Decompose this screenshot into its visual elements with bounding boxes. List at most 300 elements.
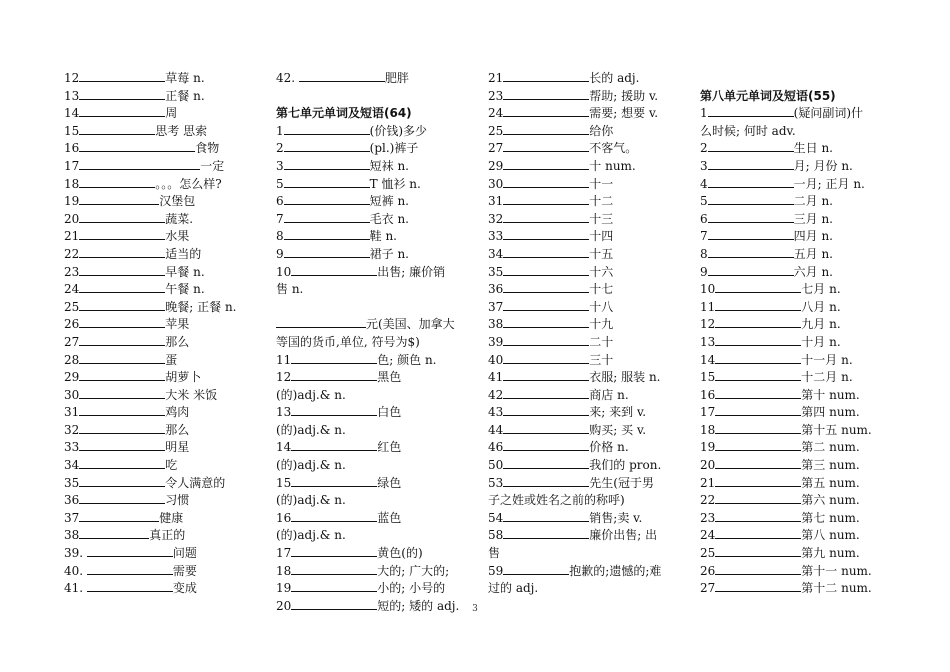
item-number: 41 — [488, 370, 504, 385]
item-number: 16 — [700, 387, 716, 402]
answer-blank[interactable] — [503, 228, 589, 240]
vocab-line — [276, 193, 470, 211]
vocab-line — [64, 264, 260, 282]
answer-blank[interactable] — [503, 176, 589, 188]
item-number: 售 — [488, 546, 501, 561]
item-number: 7 — [276, 211, 284, 226]
item-number: 33 — [488, 229, 504, 244]
answer-blank[interactable] — [503, 527, 589, 539]
item-meaning: 吃 — [165, 458, 178, 473]
item-number: 40. — [64, 563, 87, 578]
answer-blank[interactable] — [503, 475, 589, 487]
item-meaning: 明星 — [165, 440, 190, 455]
item-meaning: 早餐 n. — [165, 264, 205, 279]
item-number: 5 — [700, 194, 708, 209]
answer-blank[interactable] — [79, 352, 165, 364]
item-number: 46 — [488, 440, 504, 455]
answer-blank[interactable] — [291, 264, 377, 276]
answer-blank[interactable] — [708, 140, 794, 152]
answer-blank[interactable] — [708, 211, 794, 223]
item-number: 23 — [488, 88, 504, 103]
vocab-line — [488, 422, 674, 440]
vocab-line — [700, 387, 886, 405]
vocab-line — [64, 211, 260, 229]
item-meaning: 生日 n. — [793, 141, 833, 156]
vocab-line — [64, 439, 260, 457]
item-number: 36 — [488, 282, 504, 297]
vocab-line — [64, 352, 260, 370]
vocab-line — [488, 545, 674, 563]
item-number: 21 — [64, 229, 80, 244]
answer-blank[interactable] — [708, 176, 794, 188]
answer-blank[interactable] — [715, 457, 801, 469]
item-meaning: 第十五 num. — [801, 422, 872, 437]
answer-blank[interactable] — [503, 123, 589, 135]
item-meaning: 裙子 n. — [369, 246, 409, 261]
answer-blank[interactable] — [79, 246, 165, 258]
answer-blank[interactable] — [291, 563, 377, 575]
vocab-line — [488, 316, 674, 334]
answer-blank[interactable] — [291, 545, 377, 557]
answer-blank[interactable] — [715, 510, 801, 522]
vocab-line — [488, 228, 674, 246]
item-meaning: 元(美国、加拿大 — [366, 317, 455, 332]
answer-blank[interactable] — [503, 457, 589, 469]
vocab-line — [700, 475, 886, 493]
item-meaning: 三十 — [589, 352, 614, 367]
item-number: 2 — [700, 141, 708, 156]
answer-blank[interactable] — [284, 211, 370, 223]
item-meaning: 。。。怎么样? — [155, 176, 222, 191]
answer-blank[interactable] — [284, 123, 370, 135]
answer-blank[interactable] — [79, 88, 165, 100]
item-meaning: 大的; 广大的; — [377, 563, 450, 578]
answer-blank[interactable] — [79, 176, 155, 188]
item-number: 19 — [64, 194, 80, 209]
item-meaning: 红色 — [377, 440, 402, 455]
answer-blank[interactable] — [79, 264, 165, 276]
item-number: 12 — [64, 71, 80, 85]
answer-blank[interactable] — [715, 387, 801, 399]
answer-blank[interactable] — [715, 545, 801, 557]
item-meaning: 四月 n. — [793, 229, 833, 244]
vocab-line — [488, 475, 674, 493]
vocab-line — [488, 281, 674, 299]
item-meaning: 十二 — [589, 194, 614, 209]
item-meaning: 十三 — [589, 211, 614, 226]
vocab-line — [276, 70, 470, 88]
vocab-line — [276, 334, 470, 352]
item-number: 38 — [488, 317, 504, 332]
item-meaning: 给你 — [589, 123, 614, 138]
item-number: 26 — [64, 317, 80, 332]
item-meaning: 十九 — [589, 317, 614, 332]
answer-blank[interactable] — [79, 70, 165, 82]
item-number: 6 — [700, 211, 708, 226]
item-meaning: 短的; 矮的 adj. — [377, 598, 460, 613]
item-number: 10 — [276, 264, 292, 279]
item-number: 16 — [64, 141, 80, 156]
item-meaning: 十六 — [589, 264, 614, 279]
vocab-line — [64, 193, 260, 211]
item-meaning: 黄色(的) — [377, 546, 423, 561]
item-meaning: 健康 — [159, 510, 184, 525]
vocab-line — [276, 369, 470, 387]
item-number: 31 — [64, 405, 80, 420]
answer-blank[interactable] — [715, 316, 801, 328]
item-number: 20 — [700, 458, 716, 473]
answer-blank[interactable] — [276, 316, 366, 328]
item-meaning: 销售;卖 v. — [589, 510, 643, 525]
item-meaning: 鞋 n. — [369, 229, 397, 244]
vocab-line — [700, 404, 886, 422]
item-number: 34 — [64, 458, 80, 473]
vocab-line — [700, 439, 886, 457]
item-number: 12 — [700, 317, 716, 332]
answer-blank[interactable] — [503, 352, 589, 364]
item-number: 7 — [700, 229, 708, 244]
answer-blank[interactable] — [79, 211, 165, 223]
item-meaning: 第二 num. — [801, 440, 860, 455]
item-meaning: 十 num. — [589, 158, 636, 173]
vocab-line — [700, 334, 886, 352]
item-number: 33 — [64, 440, 80, 455]
item-number: 2 — [276, 141, 284, 156]
answer-blank[interactable] — [708, 246, 794, 258]
answer-blank[interactable] — [503, 316, 589, 328]
item-number: 17 — [700, 405, 716, 420]
item-meaning: 真正的 — [149, 528, 186, 543]
vocab-line — [700, 580, 886, 598]
vocab-line — [64, 123, 260, 141]
vocab-line — [64, 457, 260, 475]
answer-blank[interactable] — [79, 123, 155, 135]
vocab-line — [276, 439, 470, 457]
answer-blank[interactable] — [79, 140, 195, 152]
vocab-line — [64, 387, 260, 405]
vocab-line — [488, 334, 674, 352]
vocab-line — [276, 422, 470, 440]
item-number: 1 — [700, 106, 708, 121]
answer-blank[interactable] — [79, 510, 159, 522]
item-number: 9 — [276, 246, 284, 261]
item-number: 子之姓或姓名之前的称呼) — [488, 493, 625, 508]
answer-blank[interactable] — [503, 563, 569, 575]
item-meaning: 晚餐; 正餐 n. — [165, 299, 237, 314]
answer-blank[interactable] — [79, 422, 165, 434]
item-meaning: 色; 颜色 n. — [377, 352, 437, 367]
answer-blank[interactable] — [284, 246, 370, 258]
answer-blank[interactable] — [503, 140, 589, 152]
vocab-line — [700, 422, 886, 440]
item-meaning: 商店 n. — [589, 387, 629, 402]
vocab-line — [488, 176, 674, 194]
answer-blank[interactable] — [715, 281, 801, 293]
item-number: 17 — [64, 158, 80, 173]
item-meaning: 长的 adj. — [589, 71, 640, 85]
vocab-line — [700, 105, 886, 123]
vocab-line — [276, 88, 470, 106]
answer-blank[interactable] — [87, 545, 173, 557]
answer-blank[interactable] — [87, 563, 173, 575]
vocab-line — [488, 563, 674, 581]
answer-blank[interactable] — [715, 404, 801, 416]
item-number: 14 — [700, 352, 716, 367]
item-number: 42. — [276, 71, 299, 85]
item-number: (的)adj.& n. — [276, 422, 346, 437]
answer-blank[interactable] — [503, 211, 589, 223]
item-number: 27 — [488, 141, 504, 156]
item-meaning: 三月 n. — [793, 211, 833, 226]
answer-blank[interactable] — [503, 88, 589, 100]
vocab-line — [700, 228, 886, 246]
vocab-line — [64, 334, 260, 352]
answer-blank[interactable] — [708, 228, 794, 240]
answer-blank[interactable] — [503, 246, 589, 258]
vocab-line — [488, 510, 674, 528]
answer-blank[interactable] — [715, 439, 801, 451]
answer-blank[interactable] — [79, 158, 200, 170]
item-number: 12 — [276, 370, 292, 385]
answer-blank[interactable] — [708, 264, 794, 276]
answer-blank[interactable] — [87, 580, 173, 592]
vocab-line — [700, 70, 886, 88]
item-meaning: 令人满意的 — [165, 475, 226, 490]
answer-blank[interactable] — [503, 70, 589, 82]
vocab-line — [488, 527, 674, 545]
item-number: 25 — [64, 299, 80, 314]
answer-blank[interactable] — [79, 527, 149, 539]
answer-blank[interactable] — [708, 105, 794, 117]
item-number: 14 — [64, 106, 80, 121]
item-number: 27 — [700, 581, 716, 596]
answer-blank[interactable] — [79, 105, 165, 117]
item-meaning: 不客气。 — [589, 141, 638, 156]
item-meaning: 衣服; 服装 n. — [589, 370, 661, 385]
answer-blank[interactable] — [708, 193, 794, 205]
vocab-line — [276, 176, 470, 194]
answer-blank[interactable] — [299, 70, 385, 82]
item-number: 17 — [276, 546, 292, 561]
item-number: 26 — [700, 563, 716, 578]
item-meaning: 出售; 廉价销 — [377, 264, 446, 279]
item-meaning: 一月; 正月 n. — [793, 176, 865, 191]
vocab-line — [488, 88, 674, 106]
item-meaning: 帮助; 援助 v. — [589, 88, 659, 103]
item-meaning: 小的; 小号的 — [377, 581, 446, 596]
item-meaning: 蛋 — [165, 352, 178, 367]
item-number: 等国的货币,单位, 符号为$) — [276, 334, 420, 349]
answer-blank[interactable] — [503, 404, 589, 416]
item-number: 18 — [64, 176, 80, 191]
answer-blank[interactable] — [715, 492, 801, 504]
answer-blank[interactable] — [291, 369, 377, 381]
column-4 — [700, 70, 886, 598]
item-meaning: 八月 n. — [801, 299, 841, 314]
item-number: 9 — [700, 264, 708, 279]
item-number: 31 — [488, 194, 504, 209]
item-number: (的)adj.& n. — [276, 493, 346, 508]
answer-blank[interactable] — [79, 439, 165, 451]
answer-blank[interactable] — [79, 369, 165, 381]
answer-blank[interactable] — [79, 387, 165, 399]
answer-blank[interactable] — [291, 580, 377, 592]
item-number: 39. — [64, 546, 87, 561]
item-number: 15 — [700, 370, 716, 385]
answer-blank[interactable] — [79, 404, 165, 416]
vocab-line — [488, 369, 674, 387]
item-meaning: 第八 num. — [801, 528, 860, 543]
answer-blank[interactable] — [503, 281, 589, 293]
vocab-line — [276, 123, 470, 141]
answer-blank[interactable] — [503, 158, 589, 170]
answer-blank[interactable] — [284, 158, 370, 170]
answer-blank[interactable] — [503, 264, 589, 276]
answer-blank[interactable] — [708, 158, 794, 170]
answer-blank[interactable] — [715, 369, 801, 381]
vocab-line — [488, 580, 674, 598]
answer-blank[interactable] — [503, 193, 589, 205]
item-number: 54 — [488, 510, 504, 525]
item-meaning: 短裤 n. — [369, 194, 409, 209]
item-meaning: 月; 月份 n. — [793, 158, 853, 173]
item-number: 5 — [276, 176, 284, 191]
answer-blank[interactable] — [284, 193, 370, 205]
vocab-line — [488, 246, 674, 264]
vocab-line — [700, 369, 886, 387]
answer-blank[interactable] — [291, 510, 377, 522]
vocab-line — [276, 475, 470, 493]
answer-blank[interactable] — [715, 527, 801, 539]
item-meaning: 食物 — [195, 141, 220, 156]
answer-blank[interactable] — [715, 475, 801, 487]
item-number: 28 — [64, 352, 80, 367]
answer-blank[interactable] — [79, 299, 165, 311]
answer-blank[interactable] — [503, 510, 589, 522]
answer-blank[interactable] — [79, 228, 165, 240]
item-meaning: 我们的 pron. — [589, 458, 662, 473]
item-meaning: 汉堡包 — [159, 194, 196, 209]
item-meaning: 抱歉的;遗憾的;难 — [569, 563, 662, 578]
item-number: 53 — [488, 475, 504, 490]
vocab-line — [700, 563, 886, 581]
column-3 — [488, 70, 674, 598]
answer-blank[interactable] — [503, 422, 589, 434]
vocab-line — [276, 264, 470, 282]
answer-blank[interactable] — [503, 334, 589, 346]
vocab-line — [276, 492, 470, 510]
vocab-line — [276, 352, 470, 370]
item-number: 35 — [488, 264, 504, 279]
item-number: 19 — [276, 581, 292, 596]
vocab-line — [700, 176, 886, 194]
vocab-line — [64, 158, 260, 176]
answer-blank[interactable] — [715, 422, 801, 434]
item-number: 23 — [64, 264, 80, 279]
answer-blank[interactable] — [284, 140, 370, 152]
answer-blank[interactable] — [291, 352, 377, 364]
vocab-line — [700, 246, 886, 264]
vocab-line — [64, 105, 260, 123]
vocab-line — [64, 281, 260, 299]
item-number: 44 — [488, 422, 504, 437]
vocab-line — [276, 299, 470, 317]
answer-blank[interactable] — [284, 176, 370, 188]
item-number: 35 — [64, 475, 80, 490]
answer-blank[interactable] — [79, 457, 165, 469]
item-meaning: 肥胖 — [384, 71, 409, 85]
item-meaning: 购买; 买 v. — [589, 422, 647, 437]
item-number: 42 — [488, 387, 504, 402]
item-number: 18 — [700, 422, 716, 437]
item-number: 13 — [276, 405, 292, 420]
answer-blank[interactable] — [715, 299, 801, 311]
item-number: 58 — [488, 528, 504, 543]
answer-blank[interactable] — [503, 299, 589, 311]
item-number: 32 — [64, 422, 80, 437]
item-meaning: 七月 n. — [801, 282, 841, 297]
answer-blank[interactable] — [715, 334, 801, 346]
item-number: 13 — [64, 88, 80, 103]
vocab-line — [488, 299, 674, 317]
answer-blank[interactable] — [503, 369, 589, 381]
answer-blank[interactable] — [79, 475, 165, 487]
item-meaning: 周 — [165, 106, 178, 121]
item-number: 11 — [276, 352, 292, 367]
vocab-line — [488, 211, 674, 229]
answer-blank[interactable] — [79, 193, 159, 205]
answer-blank[interactable] — [715, 580, 801, 592]
vocab-line — [276, 527, 470, 545]
item-number: 27 — [64, 334, 80, 349]
vocab-line — [700, 457, 886, 475]
answer-blank[interactable] — [503, 439, 589, 451]
item-meaning: 思考 思索 — [155, 123, 208, 138]
answer-blank[interactable] — [291, 404, 377, 416]
item-meaning: 鸡肉 — [165, 405, 190, 420]
answer-blank[interactable] — [291, 439, 377, 451]
item-meaning: 短袜 n. — [369, 158, 409, 173]
answer-blank[interactable] — [79, 316, 165, 328]
vocab-line — [64, 492, 260, 510]
item-number: 36 — [64, 493, 80, 508]
item-meaning: 大米 米饭 — [165, 387, 218, 402]
answer-blank[interactable] — [79, 334, 165, 346]
answer-blank[interactable] — [715, 563, 801, 575]
item-number: 30 — [64, 387, 80, 402]
answer-blank[interactable] — [503, 387, 589, 399]
vocab-line — [488, 352, 674, 370]
vocab-line — [700, 193, 886, 211]
vocab-line — [276, 228, 470, 246]
answer-blank[interactable] — [79, 492, 165, 504]
item-meaning: 问题 — [172, 546, 197, 561]
vocab-line — [276, 404, 470, 422]
vocab-line — [64, 246, 260, 264]
item-meaning: 第三 num. — [801, 458, 860, 473]
answer-blank[interactable] — [284, 228, 370, 240]
answer-blank[interactable] — [715, 352, 801, 364]
item-number: 6 — [276, 194, 284, 209]
answer-blank[interactable] — [503, 105, 589, 117]
item-number: 24 — [700, 528, 716, 543]
vocab-line — [700, 123, 886, 141]
item-number: 38 — [64, 528, 80, 543]
answer-blank[interactable] — [79, 281, 165, 293]
item-number: 16 — [276, 510, 292, 525]
answer-blank[interactable] — [291, 475, 377, 487]
item-number: 1 — [276, 123, 284, 138]
